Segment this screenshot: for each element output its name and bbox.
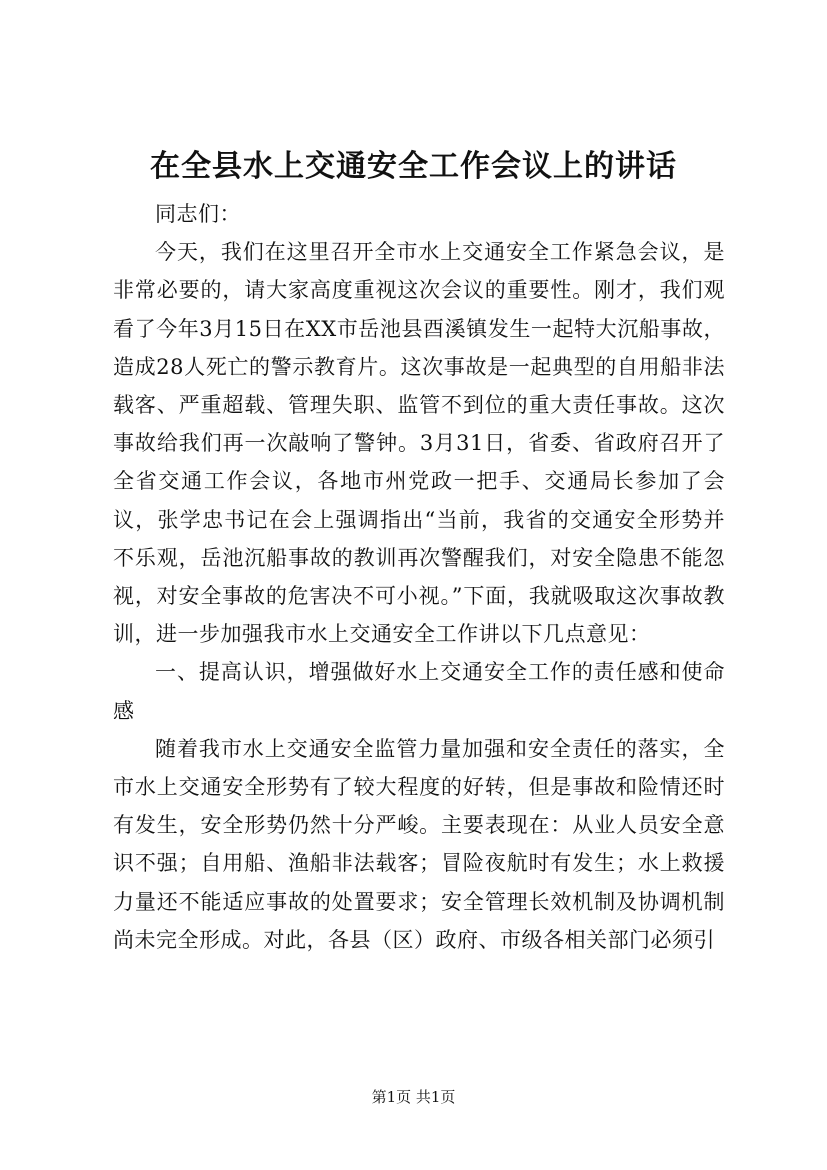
page-footer	[0, 1087, 827, 1107]
document-title: 在全县水上交通安全工作会议上的讲话	[150, 149, 677, 184]
section-1-paragraph: 随着我市水上交通安全监管力量加强和安全责任的落实，全市水上交通安全形势有了较大程度的好转，但是事故和险情还时有发生，安全形势仍然十分严峻。主要表现在：从业人员安全意识不强；自用船、渔船非法载客；冒险夜航时有发生；水上救援力量还不能适应事故的处置要求；安全管理长效机制及协调机制尚未完全形成。对此，各县（区）政府、市级各相关部门必须引	[113, 736, 725, 952]
salutation-paragraph: 同志们：	[155, 202, 241, 226]
section-heading-1: 一、提高认识，增强做好水上交通安全工作的责任感和使命感	[113, 660, 725, 723]
document-body	[113, 195, 725, 959]
page-number-label: 第1页 共1页	[371, 1088, 456, 1106]
opening-paragraph: 今天，我们在这里召开全市水上交通安全工作紧急会议，是非常必要的，请大家高度重视这次会议的重要性。刚才，我们观看了今年3月15日在XX市岳池县酉溪镇发生一起特大沉船事故，造成28人死亡的警示教育片。这次事故是一起典型的自用船非法载客、严重超载、管理失职、监管不到位的重大责任事故。这次事故给我们再一次敲响了警钟。3月31日，省委、省政府召开了全省交通工作会议，各地市州党政一把手、交通局长参加了会议，张学忠书记在会上强调指出“当前，我省的交通安全形势并不乐观，岳池沉船事故的教训再次警醒我们，对安全隐患不能忽视，对安全事故的危害决不可小视。”下面，我就吸取这次事故教训，进一步加强我市水上交通安全工作讲以下几点意见：	[113, 240, 725, 647]
